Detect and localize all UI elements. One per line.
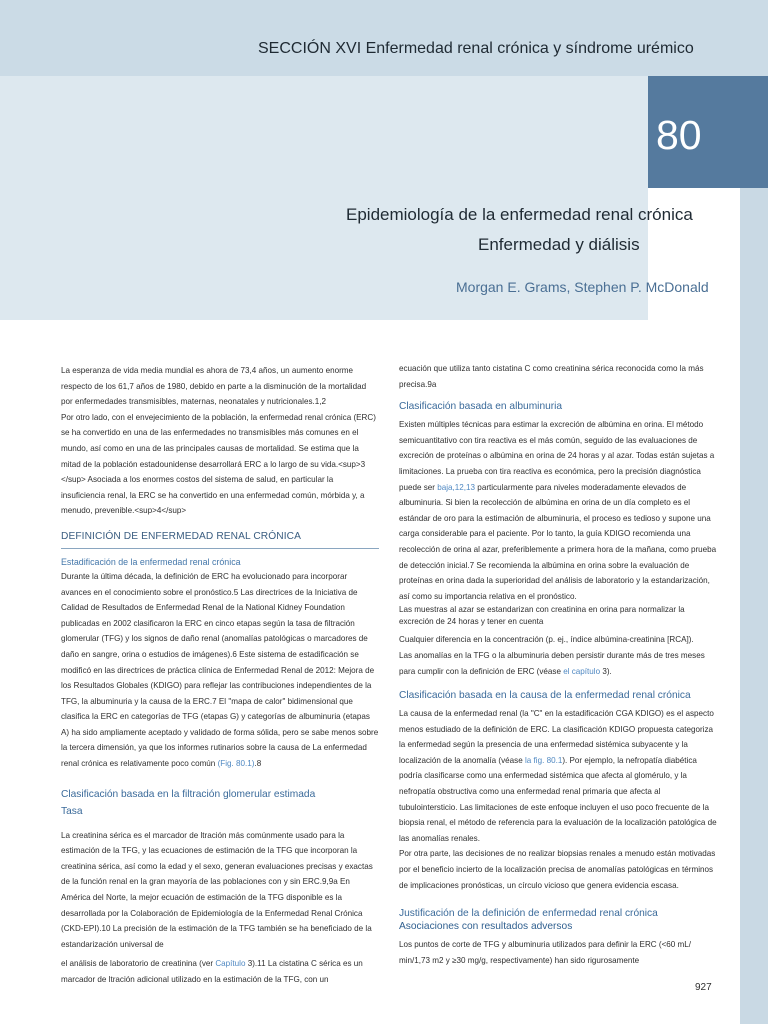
heading-estadificacion: Estadificación de la enfermedad renal crónica	[61, 556, 241, 567]
tfg-paragraph-2	[61, 956, 379, 987]
intro-paragraph-2: Por otro lado, con el envejecimiento de la población, la enfermedad renal crónica (ERC) se ha convertido en una de las enfermedades no transmisibles más comunes en el mundo, así como en una de las principales causas de mortalidad. Se estima que la mitad de la población estadounidense desarrollará ERC a lo largo de su vida.<sup>3 </sup> Asociada a los enormes costos del sistema de salud, en particular la insuficiencia renal, la ERC se ha convertido en una enfermedad común, mórbida y, a menudo, prevenible.<sup>4</sup>	[61, 412, 376, 516]
tfg-paragraph: La creatinina sérica es el marcador de ltración más comúnmente usado para la estimación de la TFG, y las ecuaciones de estimación de la TFG que incorporan la creatinina sérica, así como la edad y el sexo, generan evaluaciones precisas y exactas de la función renal en la gran mayoría de las poblaciones con y sin ERC.9,9a En América del Norte, la mejor ecuación de estimación de la TFG disponible es la desarrollada por la Colaboración de Epidemiología de la Enfermedad Renal Crónica (CKD-EPI).10 La precisión de la estimación de la TFG también se ha beneficiado de la estandarización universal de	[61, 830, 373, 949]
left-column	[61, 363, 379, 988]
definition-text: Durante la última década, la definición de ERC ha evolucionado para incorporar avances en el conocimiento sobre el pronóstico.5 Las directrices de la Iniciativa de Calidad de Resultados de Enfermedad Renal de la National Kidney Foundation publicadas en 2002 clasificaron la ERC en cinco etapas según la tasa de filtración glomerular (TFG) y los signos de daño renal (anomalías patológicas o marcadores de daño en sangre, orina o estudios de imágenes).6 Este sistema de estadificación se modificó en las directrices de práctica clínica de Enfermedad Renal de 2012: Mejora de los Resultados Globales (KDIGO) para reflejar las contribuciones independientes de la TFG, la albuminuria y la causa de la ERC.7 El "mapa de calor" bidimensional que clasifica la ERC en categorías de TFG (etapas G) y categorías de albuminuria (etapas A) ha sido ampliamente aceptado y validado de forma sólida, pero se sabe menos sobre la tercera dimensión, ya que los informes rutinarios sobre la causa de La enfermedad renal crónica es relativamente poco común	[61, 571, 379, 769]
figure-link-fig-80-1[interactable]: la fig. 80.1	[524, 755, 563, 765]
albuminuria4-text-a: Las anomalías en la TFG o la albuminuria deben persistir durante más de tres meses para cumplir con la definición de ERC (véase	[399, 650, 705, 676]
justificacion-paragraph: Los puntos de corte de TFG y albuminuria utilizados para definir la ERC (<60 mL/ min/1,73 m2 y ≥30 mg/g, respectivamente) han sido rigurosamente	[399, 940, 692, 965]
heading-filtracion-block	[61, 786, 379, 820]
chapter-title: Epidemiología de la enfermedad renal crónica	[346, 205, 693, 224]
albuminuria-text-b: particularmente para niveles moderadamente elevados de albuminuria. Si bien la recolección de albúmina en orina de un día completo es el estándar de oro para la estimación de albuminuria, el proceso es tedioso y supone una carga considerable para el paciente. Por lo tanto, la guía KDIGO recomienda una recolección de orina al azar, preferiblemente a primera hora de la mañana, como prueba de detección inicial.7 Se recomienda la albúmina en orina sobre la evaluación de proteínas en orina dada la superioridad del análisis de laboratorio y la estandarización, así como su importancia relativa en el pronóstico.	[399, 482, 717, 601]
causa-text-b: ). Por ejemplo, la nefropatía diabética podría clasificarse como una enfermedad sistémica que afecta al glomérulo, y la nefropatía obstructiva como una enfermedad renal primaria que afecta al tubulointersticio. Las limitaciones de este enfoque incluyen el uso poco frecuente de la biopsia renal, el método de referencia para la evaluación de la localización patológica de las anomalías renales.	[399, 755, 717, 843]
heading-filtracion-tasa: Tasa	[61, 805, 83, 817]
causa-paragraph	[399, 706, 717, 846]
albuminuria-paragraph-4	[399, 648, 717, 679]
albuminuria4-text-b: 3).	[600, 666, 612, 676]
causa-paragraph-2: Por otra parte, las decisiones de no realizar biopsias renales a menudo están motivadas por el beneficio incierto de la localización precisa de anomalías patológicas en términos de implicaciones pronósticas, un círculo vicioso que genera evidencia escasa.	[399, 849, 716, 890]
right-margin-strip	[740, 76, 768, 1024]
albuminuria-paragraph-2: Las muestras al azar se estandarizan con creatinina en orina para normalizar la excreción de 24 horas y tener en cuenta	[399, 605, 685, 627]
definition-paragraph	[61, 569, 379, 772]
heading-albuminuria: Clasificación basada en albuminuria	[399, 401, 563, 413]
authors: Morgan E. Grams, Stephen P. McDonald	[456, 279, 709, 295]
tfg2-text-a: el análisis de laboratorio de creatinina (ver	[61, 959, 216, 969]
albuminuria-text-a: Existen múltiples técnicas para estimar la excreción de albúmina en orina. El método semicuantitativo con tira reactiva es el más común, seguido de las evaluaciones de excreción de proteínas o albúmina en orina de 24 horas y al azar. Todas están sujetas a limitaciones. La prueba con tira reactiva es económica, pero la precisión diagnóstica puede ser	[399, 420, 715, 492]
heading-definicion: DEFINICIÓN DE ENFERMEDAD RENAL CRÓNICA	[61, 531, 379, 549]
figure-link-80-1[interactable]: (Fig. 80.1)	[217, 759, 255, 769]
chapter-link[interactable]: Capítulo	[215, 959, 246, 969]
section-title: SECCIÓN XVI Enfermedad renal crónica y síndrome urémico	[258, 40, 694, 57]
definition-tail: .8	[254, 759, 262, 769]
header-band	[0, 0, 768, 76]
chapter-number: 80	[656, 112, 702, 158]
chapter-subtitle: Enfermedad y diálisis	[478, 235, 640, 254]
heading-justificacion-block	[399, 907, 717, 933]
albuminuria-paragraph	[399, 417, 717, 604]
chapter-3-link[interactable]: el capítulo	[563, 666, 601, 676]
intro-paragraph-1: La esperanza de vida media mundial es ahora de 73,4 años, un aumento enorme respecto de los 61,7 años de 1980, debido en parte a la disminución de la mortalidad por enfermedades transmisibles, maternas, neonatales y nutricionales.1,2	[61, 366, 367, 407]
heading-causa: Clasificación basada en la causa de la enfermedad renal crónica	[399, 690, 691, 702]
tfg2-text-b: 3).11 La cistatina C sérica es un marcador de ltración adicional utilizado en la estimación de la TFG, con un	[61, 959, 363, 984]
reference-link-12-13[interactable]: baja,12,13	[437, 482, 476, 492]
albuminuria-paragraph-3: Cualquier diferencia en la concentración (p. ej., índice albúmina-creatinina [RCA]).	[399, 635, 694, 645]
heading-justificacion: Justificación de la definición de enfermedad renal crónica	[399, 908, 658, 920]
continuation-paragraph: ecuación que utiliza tanto cistatina C como creatinina sérica reconocida como la más precisa.9a	[399, 364, 704, 389]
heading-asociaciones: Asociaciones con resultados adversos	[399, 921, 573, 933]
right-column	[399, 361, 717, 968]
heading-filtracion: Clasificación basada en la filtración glomerular estimada	[61, 788, 316, 800]
causa-text-a: La causa de la enfermedad renal (la "C" en la estadificación CGA KDIGO) es el aspecto menos estudiado de la definición de ERC. La clasificación KDIGO propuesta categoriza la enfermedad según la presencia de una enfermedad sistémica subyacente y la localización de la anomalía (véase	[399, 709, 714, 765]
page-number: 927	[695, 982, 712, 993]
